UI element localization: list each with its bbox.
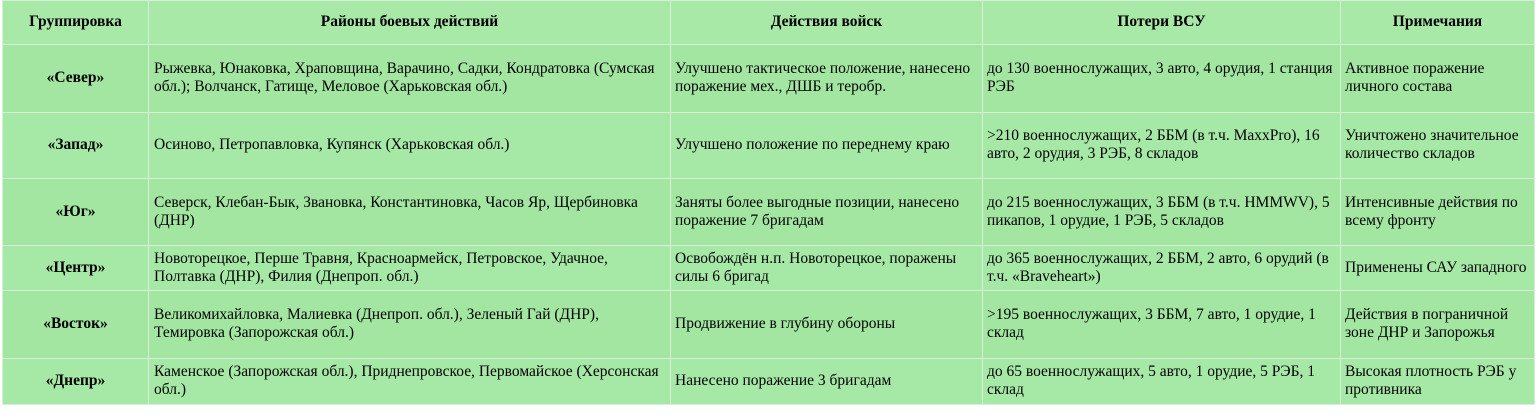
table-header-row bbox=[3, 1, 1535, 45]
notes-cell: Высокая плотность РЭБ у противника bbox=[1341, 359, 1535, 405]
header-areas: Районы боевых действий bbox=[149, 1, 671, 45]
notes-cell: Применены САУ западного bbox=[1341, 246, 1535, 291]
areas-cell: Северск, Клебан-Бык, Звановка, Константиновка, Часов Яр, Щербиновка (ДНР) bbox=[149, 179, 671, 246]
losses-cell: до 215 военнослужащих, 3 ББМ (в т.ч. HMMWV), 5 пикапов, 1 орудие, 1 РЭБ, 5 складов bbox=[983, 179, 1341, 246]
group-cell: «Восток» bbox=[3, 291, 149, 359]
notes-cell: Интенсивные действия по всему фронту bbox=[1341, 179, 1535, 246]
losses-cell: до 130 военнослужащих, 3 авто, 4 орудия, 1 станция РЭБ bbox=[983, 45, 1341, 113]
combat-summary-table bbox=[2, 0, 1535, 405]
table-row bbox=[3, 246, 1535, 291]
areas-cell: Каменское (Запорожская обл.), Приднепровское, Первомайское (Херсонская обл.) bbox=[149, 359, 671, 405]
areas-cell: Великомихайловка, Малиевка (Днепроп. обл.), Зеленый Гай (ДНР), Темировка (Запорожская обл.) bbox=[149, 291, 671, 359]
notes-cell: Активное поражение личного состава bbox=[1341, 45, 1535, 113]
areas-cell: Рыжевка, Юнаковка, Храповщина, Варачино, Садки, Кондратовка (Сумская обл.); Волчанск, Гатище, Меловое (Харьковская обл.) bbox=[149, 45, 671, 113]
notes-cell: Действия в пограничной зоне ДНР и Запорожья bbox=[1341, 291, 1535, 359]
table-row bbox=[3, 291, 1535, 359]
losses-cell: до 365 военнослужащих, 2 ББМ, 2 авто, 6 орудий (в т.ч. «Braveheart») bbox=[983, 246, 1341, 291]
group-cell: «Юг» bbox=[3, 179, 149, 246]
losses-cell: >195 военнослужащих, 3 ББМ, 7 авто, 1 орудие, 1 склад bbox=[983, 291, 1341, 359]
notes-cell: Уничтожено значительное количество складов bbox=[1341, 113, 1535, 179]
actions-cell: Заняты более выгодные позиции, нанесено поражение 7 бригадам bbox=[671, 179, 983, 246]
group-cell: «Днепр» bbox=[3, 359, 149, 405]
actions-cell: Улучшено тактическое положение, нанесено поражение мех., ДШБ и теробр. bbox=[671, 45, 983, 113]
actions-cell: Продвижение в глубину обороны bbox=[671, 291, 983, 359]
header-group: Группировка bbox=[3, 1, 149, 45]
group-cell: «Запад» bbox=[3, 113, 149, 179]
group-cell: «Центр» bbox=[3, 246, 149, 291]
group-cell: «Север» bbox=[3, 45, 149, 113]
losses-cell: до 65 военнослужащих, 5 авто, 1 орудие, 5 РЭБ, 1 склад bbox=[983, 359, 1341, 405]
table-row bbox=[3, 359, 1535, 405]
table-row bbox=[3, 45, 1535, 113]
actions-cell: Освобождён н.п. Новоторецкое, поражены силы 6 бригад bbox=[671, 246, 983, 291]
header-losses: Потери ВСУ bbox=[983, 1, 1341, 45]
areas-cell: Новоторецкое, Перше Травня, Красноармейск, Петровское, Удачное, Полтавка (ДНР), Филия (Днепроп. обл.) bbox=[149, 246, 671, 291]
header-notes: Примечания bbox=[1341, 1, 1535, 45]
actions-cell: Улучшено положение по переднему краю bbox=[671, 113, 983, 179]
actions-cell: Нанесено поражение 3 бригадам bbox=[671, 359, 983, 405]
header-actions: Действия войск bbox=[671, 1, 983, 45]
table-row bbox=[3, 113, 1535, 179]
table-row bbox=[3, 179, 1535, 246]
areas-cell: Осиново, Петропавловка, Купянск (Харьковская обл.) bbox=[149, 113, 671, 179]
losses-cell: >210 военнослужащих, 2 ББМ (в т.ч. MaxxPro), 16 авто, 2 орудия, 3 РЭБ, 8 складов bbox=[983, 113, 1341, 179]
